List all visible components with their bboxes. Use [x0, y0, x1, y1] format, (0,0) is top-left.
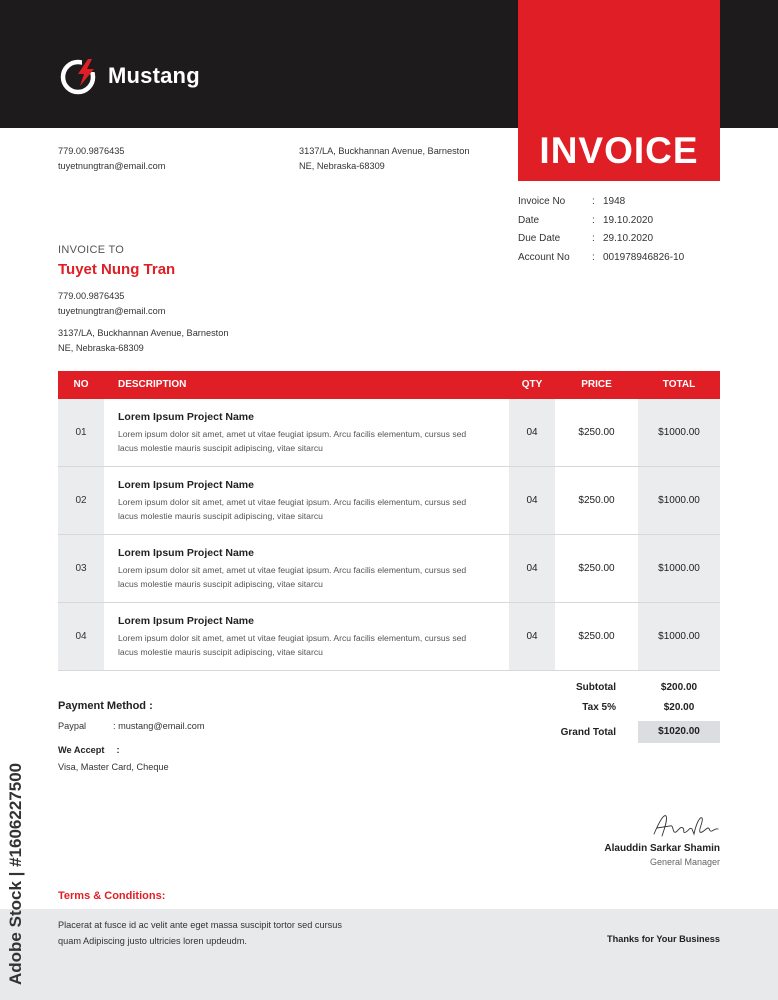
- terms-text: [58, 917, 358, 949]
- client-name: Tuyet Nung Tran: [58, 261, 176, 278]
- table-header: [58, 371, 720, 399]
- invoice-title-block: [518, 0, 720, 181]
- brand-name: Mustang: [108, 63, 200, 88]
- item-name: Lorem Ipsum Project Name: [118, 615, 254, 627]
- item-text-line1: Lorem ipsum dolor sit amet, amet ut vitae feugiat ipsum. Arcu facilis elementum, cursus sed: [118, 565, 467, 575]
- item-name: Lorem Ipsum Project Name: [118, 411, 254, 423]
- we-accept-heading: [58, 745, 120, 755]
- meta-colon: :: [592, 233, 595, 244]
- meta-value: 1948: [603, 196, 626, 207]
- accepted-methods: Visa, Master Card, Cheque: [58, 762, 169, 772]
- header-qty: QTY: [521, 379, 543, 390]
- signer-name: Alauddin Sarkar Shamin: [604, 843, 720, 854]
- meta-row-invoice-no: [518, 195, 684, 214]
- terms-title: Terms & Conditions:: [58, 890, 166, 902]
- subtotal-value: $200.00: [660, 681, 698, 693]
- header-description: DESCRIPTION: [118, 379, 187, 390]
- row-price: $250.00: [578, 563, 615, 574]
- client-address-line2: NE, Nebraska-68309: [58, 343, 144, 353]
- we-accept-colon: :: [116, 745, 120, 755]
- meta-row-account-no: [518, 251, 684, 270]
- row-qty: 04: [509, 535, 555, 602]
- table-row: [58, 399, 720, 467]
- thanks-message: Thanks for Your Business: [607, 934, 720, 944]
- meta-value: 29.10.2020: [603, 233, 654, 244]
- item-name: Lorem Ipsum Project Name: [118, 479, 254, 491]
- footer-bar: [0, 909, 778, 1000]
- client-address-line1: 3137/LA, Buckhannan Avenue, Barneston: [58, 328, 229, 338]
- line-items-table: [58, 371, 720, 671]
- item-text-line2: lacus molestie mauris suscipit adipiscing, vitae sitarcu: [118, 443, 323, 453]
- item-text-line2: lacus molestie mauris suscipit adipiscing, vitae sitarcu: [118, 647, 323, 657]
- tax-row: [518, 697, 720, 717]
- meta-label: Account No: [518, 251, 570, 263]
- meta-colon: :: [592, 196, 595, 207]
- signer-role: General Manager: [649, 857, 720, 867]
- sender-phone: 779.00.9876435: [58, 146, 125, 156]
- table-row: [58, 603, 720, 671]
- row-total: $1000.00: [638, 603, 720, 670]
- sender-email: tuyetnungtran@email.com: [58, 161, 166, 171]
- subtotal-label: Subtotal: [576, 681, 616, 693]
- meta-label: Due Date: [518, 233, 561, 244]
- row-total: $1000.00: [638, 399, 720, 466]
- payment-method-value: : mustang@email.com: [113, 721, 205, 731]
- sender-address-line2: NE, Nebraska-68309: [299, 161, 385, 171]
- item-text-line2: lacus molestie mauris suscipit adipiscing, vitae sitarcu: [118, 579, 323, 589]
- row-total: $1000.00: [638, 467, 720, 534]
- grand-total-row: [518, 721, 720, 743]
- sender-contact: [58, 144, 165, 174]
- item-text-line1: Lorem ipsum dolor sit amet, amet ut vitae feugiat ipsum. Arcu facilis elementum, cursus sed: [118, 429, 467, 439]
- row-no: 02: [58, 467, 104, 534]
- meta-colon: :: [592, 214, 595, 226]
- item-text-line1: Lorem ipsum dolor sit amet, amet ut vitae feugiat ipsum. Arcu facilis elementum, cursus sed: [118, 497, 467, 507]
- tax-value: $20.00: [663, 701, 695, 713]
- item-text-line2: lacus molestie mauris suscipit adipiscing, vitae sitarcu: [118, 511, 323, 521]
- row-no: 04: [58, 603, 104, 670]
- row-description: [104, 535, 509, 602]
- payment-method-label: Paypal: [58, 721, 87, 731]
- sender-address-line1: 3137/LA, Buckhannan Avenue, Barneston: [299, 146, 470, 156]
- header-total: TOTAL: [662, 379, 696, 390]
- invoice-meta: [518, 195, 684, 269]
- meta-label: Date: [518, 214, 540, 226]
- client-contact: [58, 289, 165, 319]
- side-watermark-text: Adobe Stock | #1606227500: [6, 762, 25, 985]
- invoice-to-label: INVOICE TO: [58, 244, 125, 256]
- meta-row-due-date: [518, 232, 684, 251]
- client-phone: 779.00.9876435: [58, 291, 125, 301]
- payment-method-row: [58, 721, 205, 731]
- header-price: PRICE: [581, 379, 612, 390]
- meta-label: Invoice No: [518, 196, 566, 207]
- row-qty: 04: [509, 603, 555, 670]
- meta-value: 001978946826-10: [603, 251, 685, 263]
- header-no: NO: [73, 379, 89, 390]
- terms-line1: Placerat at fusce id ac velit ante eget massa suscipit tortor sed cursus: [58, 920, 342, 930]
- grand-total-label: Grand Total: [560, 726, 616, 738]
- item-text-line1: Lorem ipsum dolor sit amet, amet ut vitae feugiat ipsum. Arcu facilis elementum, cursus sed: [118, 633, 467, 643]
- subtotal-row: [518, 677, 720, 697]
- row-qty: 04: [509, 399, 555, 466]
- brand-logo: [58, 56, 200, 96]
- row-qty: 04: [509, 467, 555, 534]
- row-no: 01: [58, 399, 104, 466]
- row-no: 03: [58, 535, 104, 602]
- client-address: [58, 326, 228, 356]
- meta-colon: :: [592, 251, 595, 263]
- tax-label: Tax 5%: [582, 701, 616, 713]
- meta-row-date: [518, 214, 684, 233]
- we-accept-label: We Accept: [58, 745, 105, 755]
- meta-value: 19.10.2020: [603, 214, 654, 226]
- lightning-logo-icon: [58, 56, 98, 96]
- row-price: $250.00: [578, 427, 615, 438]
- row-description: [104, 603, 509, 670]
- row-price: $250.00: [578, 495, 615, 506]
- table-row: [58, 467, 720, 535]
- totals-block: [518, 677, 720, 743]
- client-email: tuyetnungtran@email.com: [58, 306, 166, 316]
- row-description: [104, 467, 509, 534]
- invoice-title: INVOICE: [539, 130, 699, 171]
- table-row: [58, 535, 720, 603]
- handwritten-signature: [652, 810, 722, 840]
- row-description: [104, 399, 509, 466]
- row-total: $1000.00: [638, 535, 720, 602]
- sender-address: [299, 144, 469, 174]
- item-name: Lorem Ipsum Project Name: [118, 547, 254, 559]
- grand-total-value: $1020.00: [638, 721, 720, 743]
- terms-line2: quam Adipiscing justo ultricies loren updeudm.: [58, 936, 247, 946]
- payment-method-title: Payment Method :: [58, 700, 153, 712]
- row-price: $250.00: [578, 631, 615, 642]
